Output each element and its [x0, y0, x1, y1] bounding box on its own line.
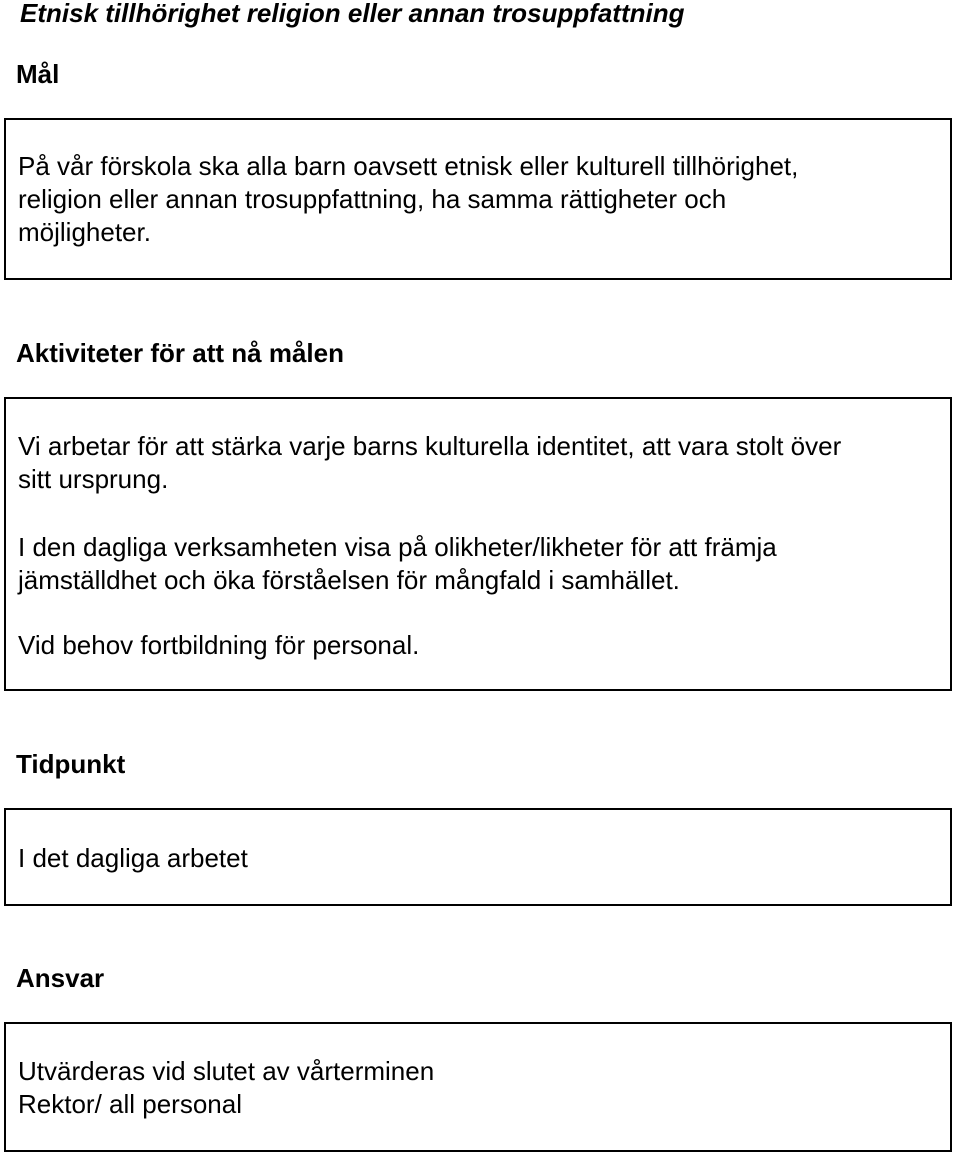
text-line: jämställdhet och öka förståelsen för mångfald i samhället. — [18, 565, 680, 595]
text-line: sitt ursprung. — [18, 464, 169, 494]
text-line: I det dagliga arbetet — [18, 843, 248, 873]
text-line: religion eller annan trosuppfattning, ha samma rättigheter och — [18, 184, 727, 214]
section-box-tidpunkt — [4, 808, 952, 906]
section-box-aktiviteter — [4, 397, 952, 691]
section-box-mal — [4, 118, 952, 280]
section-heading-ansvar: Ansvar — [16, 963, 105, 993]
text-line: Vi arbetar för att stärka varje barns kulturella identitet, att vara stolt över — [18, 431, 842, 461]
section-box-ansvar — [4, 1022, 952, 1152]
text-line: På vår förskola ska alla barn oavsett etnisk eller kulturell tillhörighet, — [18, 151, 799, 181]
document-title: Etnisk tillhörighet religion eller annan trosuppfattning — [20, 0, 685, 28]
section-heading-tidpunkt: Tidpunkt — [16, 749, 126, 779]
section-heading-mal: Mål — [16, 59, 60, 89]
section-heading-aktiviteter: Aktiviteter för att nå målen — [16, 338, 344, 368]
text-line: Rektor/ all personal — [18, 1089, 242, 1119]
text-line: Utvärderas vid slutet av vårterminen — [18, 1056, 435, 1086]
text-line: Vid behov fortbildning för personal. — [18, 630, 420, 660]
text-line: I den dagliga verksamheten visa på olikheter/likheter för att främja — [18, 532, 777, 562]
text-line: möjligheter. — [18, 217, 151, 247]
